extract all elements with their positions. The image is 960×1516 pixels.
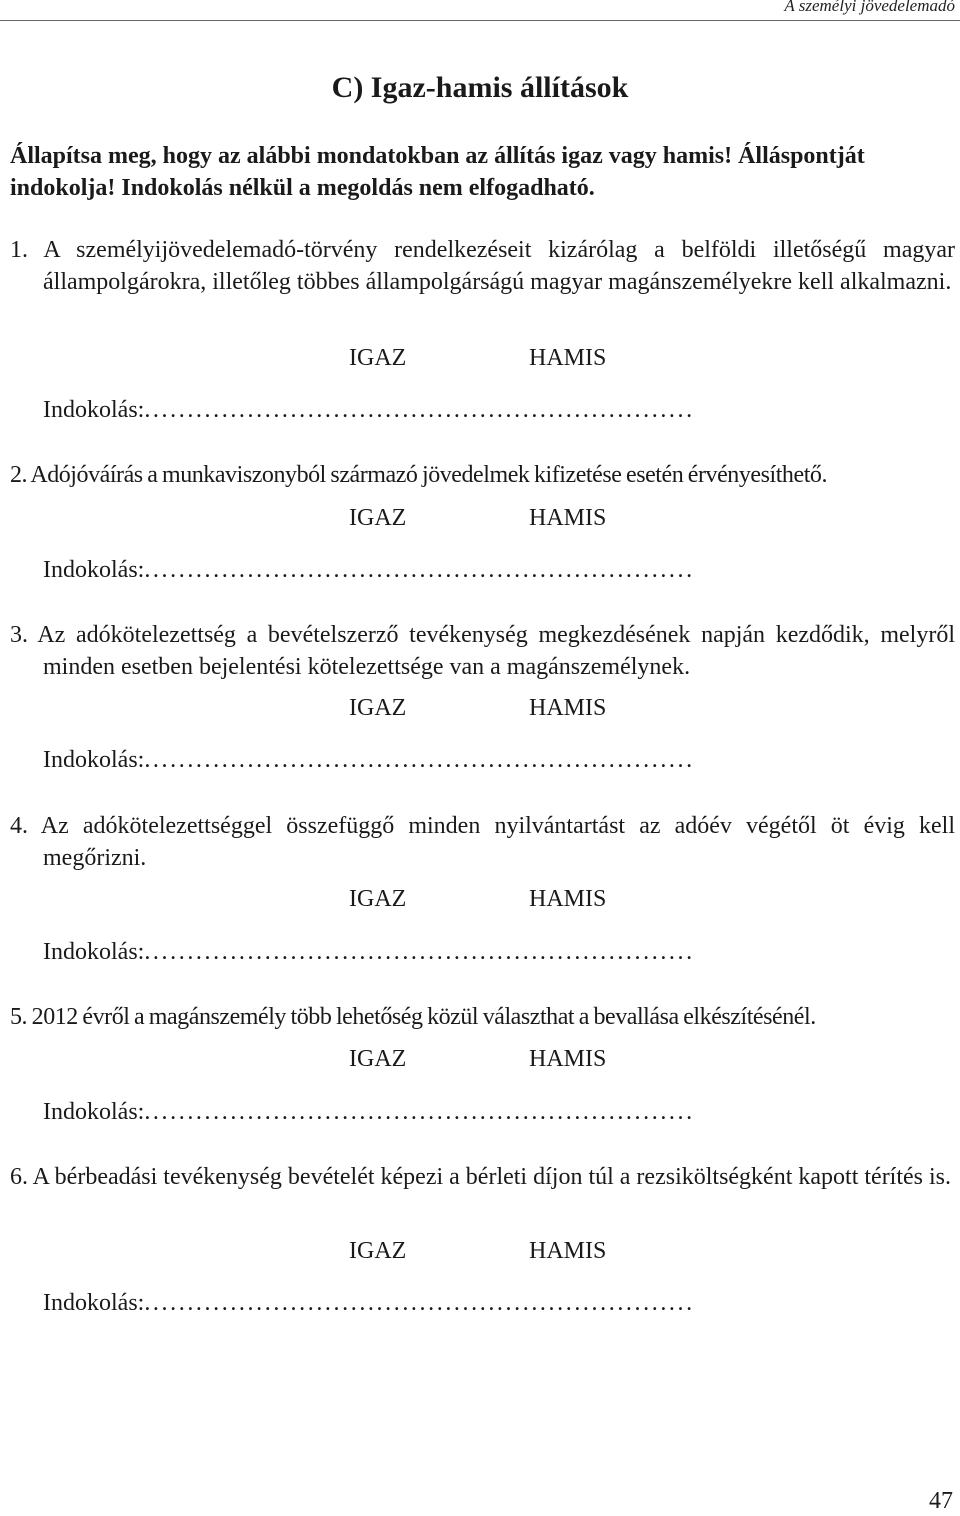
answer-blank[interactable]: ................................................................ — [144, 557, 695, 583]
false-option[interactable]: HAMIS — [529, 886, 607, 912]
answer-options — [349, 1043, 606, 1075]
answer-blank[interactable]: ................................................................ — [144, 939, 695, 965]
true-option[interactable]: IGAZ — [349, 505, 407, 531]
statement-text — [10, 810, 955, 874]
statement-text-content: 2. Adójóváírás a munkaviszonyból származó jövedelmek kifizetése esetén érvényesíthető. — [10, 462, 828, 488]
answer-options — [349, 692, 606, 724]
answer-options — [349, 502, 606, 534]
statement-text-content: 3. Az adókötelezettség a bevételszerző tevékenység megkezdésének napján kezdődik, melyről minden esetben bejelentési kötelezettsége van a magánszemélynek. — [10, 622, 955, 680]
answer-blank[interactable]: ................................................................ — [144, 1290, 695, 1316]
justification-line — [43, 394, 955, 426]
justification-line — [43, 744, 955, 776]
justification-label: Indokolás: — [43, 557, 145, 583]
false-option[interactable]: HAMIS — [529, 695, 607, 721]
statement-text — [10, 459, 955, 491]
false-option[interactable]: HAMIS — [529, 505, 607, 531]
instructions: Állapítsa meg, hogy az alábbi mondatokban az állítás igaz vagy hamis! Álláspontját indokolja! Indokolás nélkül a megoldás nem elfogadható. — [10, 143, 865, 201]
page-number: 47 — [929, 1488, 953, 1514]
justification-label: Indokolás: — [43, 747, 145, 773]
true-option[interactable]: IGAZ — [349, 886, 407, 912]
answer-options — [349, 1235, 606, 1267]
running-header: A személyi jövedelemadó — [784, 0, 955, 15]
justification-label: Indokolás: — [43, 1099, 145, 1125]
section-title: C) Igaz-hamis állítások — [331, 71, 629, 104]
justification-label: Indokolás: — [43, 397, 145, 423]
true-option[interactable]: IGAZ — [349, 345, 407, 371]
statement-text-content: 1. A személyijövedelemadó-törvény rendelkezéseit kizárólag a belföldi illetőségű magyar állampolgárokra, illetőleg többes állampolgárságú magyar magánszemélyekre kell alkalmazni. — [10, 237, 955, 295]
statement-text — [10, 1001, 955, 1033]
justification-line — [43, 554, 955, 586]
true-option[interactable]: IGAZ — [349, 1238, 407, 1264]
statement-text-content: 4. Az adókötelezettséggel összefüggő minden nyilvántartást az adóév végétől öt évig kell megőrizni. — [10, 813, 955, 871]
true-option[interactable]: IGAZ — [349, 1046, 407, 1072]
false-option[interactable]: HAMIS — [529, 1046, 607, 1072]
statement-text — [10, 619, 955, 683]
answer-options — [349, 883, 606, 915]
answer-options — [349, 342, 606, 374]
justification-label: Indokolás: — [43, 1290, 145, 1316]
justification-line — [43, 936, 955, 968]
justification-line — [43, 1096, 955, 1128]
statement-text-content: 5. 2012 évről a magánszemély több lehetőség közül választhat a bevallása elkészítésénél. — [10, 1004, 816, 1030]
justification-label: Indokolás: — [43, 939, 145, 965]
false-option[interactable]: HAMIS — [529, 345, 607, 371]
answer-blank[interactable]: ................................................................ — [144, 397, 695, 423]
false-option[interactable]: HAMIS — [529, 1238, 607, 1264]
statement-text — [10, 1161, 955, 1193]
answer-blank[interactable]: ................................................................ — [144, 747, 695, 773]
statement-text-content: 6. A bérbeadási tevékenység bevételét képezi a bérleti díjon túl a rezsiköltségként kapott térítés is. — [10, 1164, 952, 1190]
answer-blank[interactable]: ................................................................ — [144, 1099, 695, 1125]
statement-text — [10, 234, 955, 298]
true-option[interactable]: IGAZ — [349, 695, 407, 721]
justification-line — [43, 1287, 955, 1319]
header-divider — [0, 20, 960, 21]
